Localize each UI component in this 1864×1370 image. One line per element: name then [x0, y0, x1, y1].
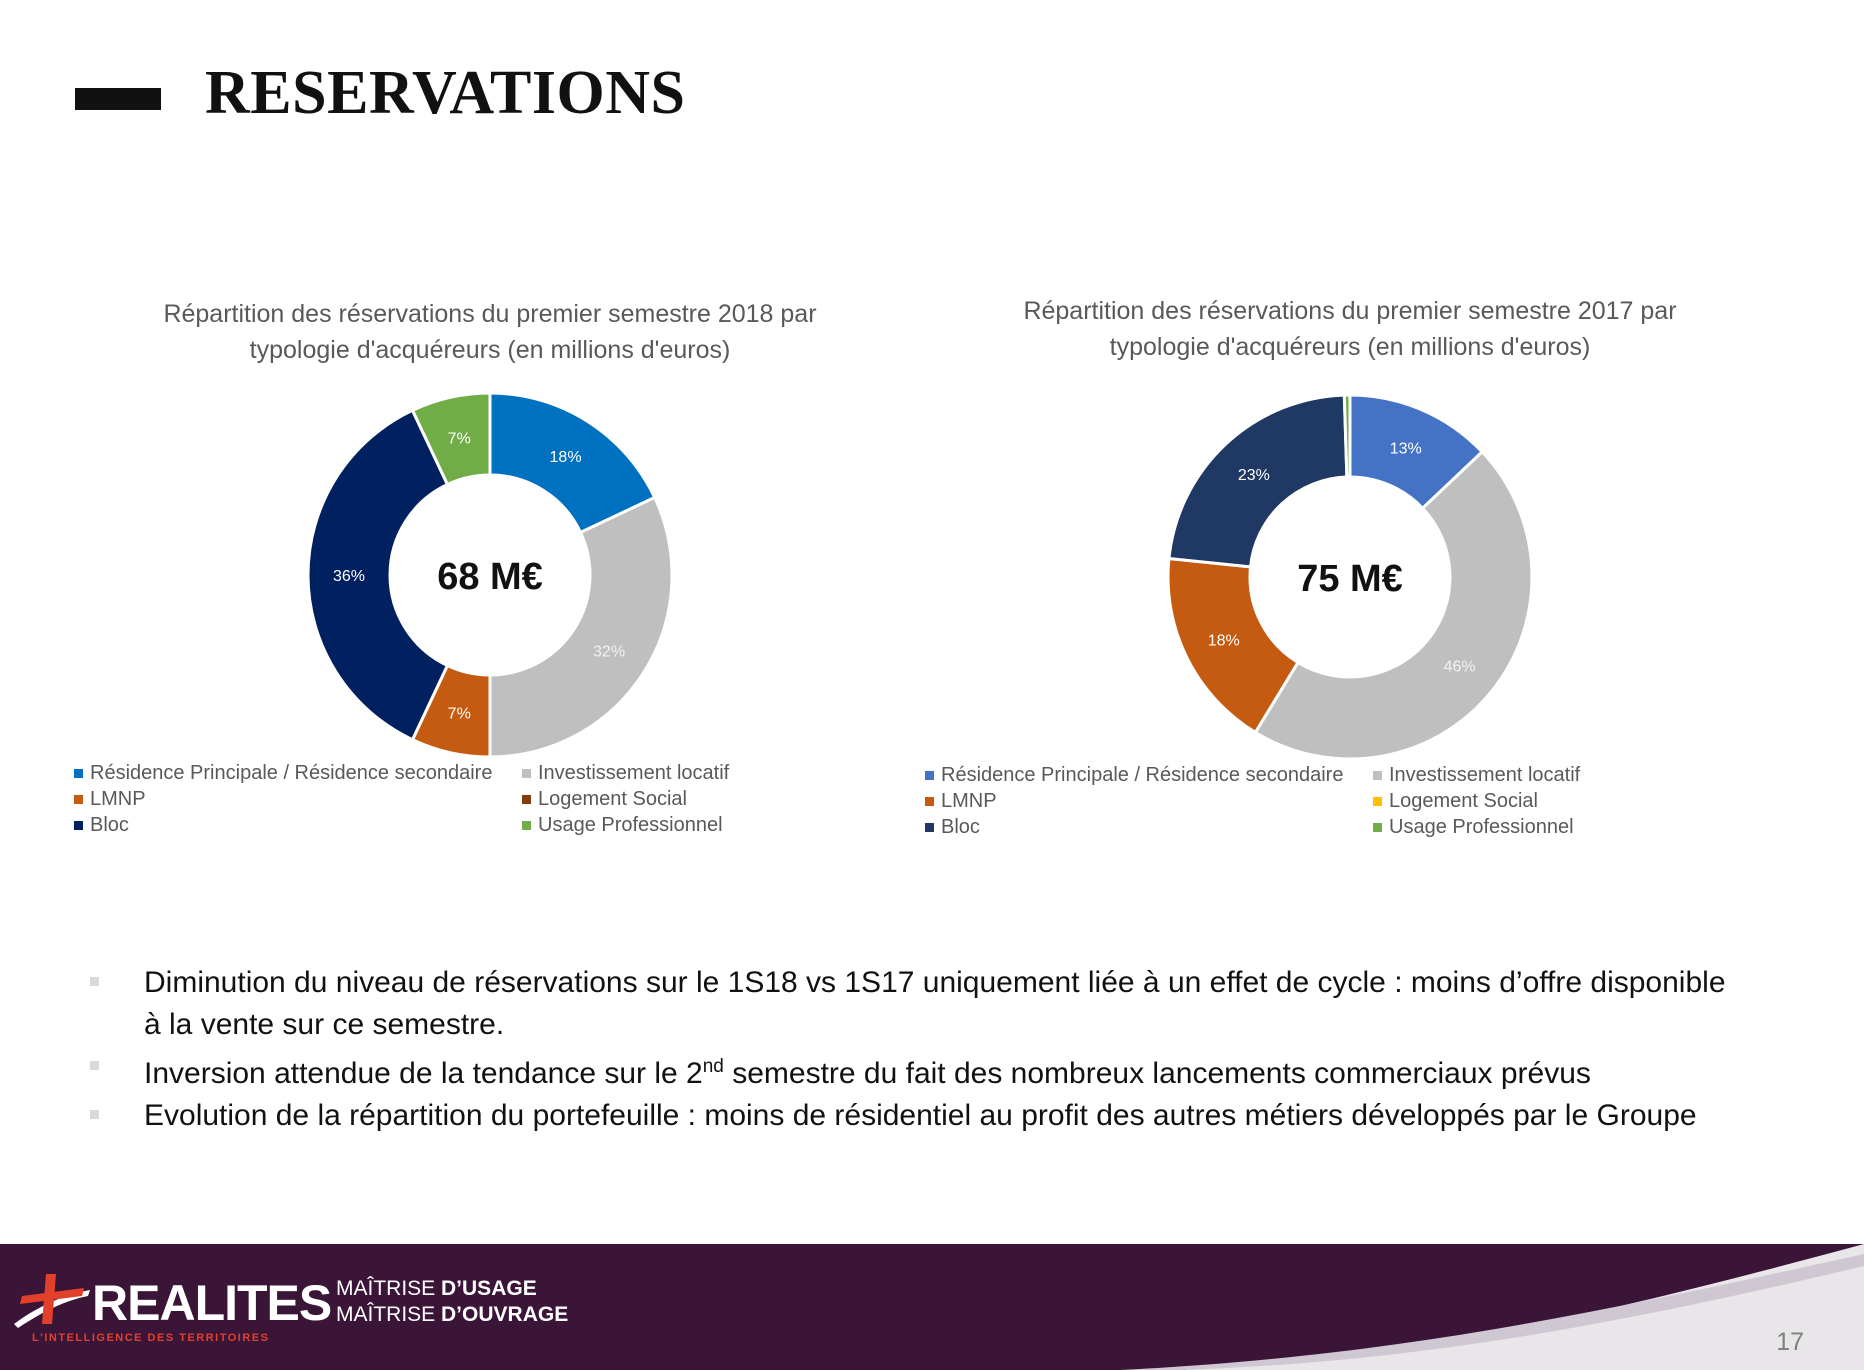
page-number: 17 [1776, 1328, 1804, 1356]
donut-slice-bloc [308, 410, 447, 739]
legend-item [74, 786, 522, 812]
footer-tagline-2-bold: D’OUVRAGE [441, 1303, 569, 1326]
legend-swatch [522, 821, 531, 830]
legend-swatch [522, 769, 531, 778]
slice-data-label: 36% [332, 568, 366, 585]
footer-band [0, 1244, 1864, 1370]
legend-item [522, 760, 782, 786]
legend-item [1373, 814, 1633, 840]
slice-data-label: 7% [447, 430, 471, 448]
donut-slice-investissement-locatif [490, 498, 672, 757]
chart-2018-title [110, 296, 870, 368]
legend-label: Logement Social [1389, 790, 1538, 812]
legend-label: Logement Social [538, 788, 687, 810]
legend-label: Bloc [90, 814, 129, 836]
chart-2018-title-line-2: typologie d'acquéreurs (en millions d'euros) [249, 336, 731, 364]
legend-swatch [925, 797, 934, 806]
legend-item [522, 812, 782, 838]
donut-center-total: 68 M€ [437, 556, 543, 598]
legend-swatch [522, 795, 531, 804]
legend-label: LMNP [941, 790, 997, 812]
footer-tagline-1-light: MAÎTRISE [336, 1277, 442, 1300]
commentary-text-2-post: semestre du fait des nombreux lancements commerciaux prévus [723, 1057, 1591, 1090]
donut-slice-usage-professionnel [1344, 395, 1350, 477]
commentary-text-2-sup: nd [702, 1056, 724, 1077]
slice-data-label: 32% [593, 643, 626, 661]
slice-data-label: 18% [549, 448, 582, 466]
commentary-text-3: Evolution de la répartition du portefeuille : moins de résidentiel au profit des autres métiers développés par le Groupe [144, 1099, 1697, 1132]
legend-label: LMNP [90, 788, 146, 810]
slice-data-label: 13% [1389, 440, 1422, 458]
legend-item [1373, 788, 1633, 814]
legend-swatch [925, 771, 934, 780]
footer-tagline-1 [336, 1276, 537, 1302]
commentary-text-1: Diminution du niveau de réservations sur le 1S18 vs 1S17 uniquement liée à un effet de cycle : moins d’offre disponible à la vente sur ce semestre. [144, 966, 1726, 1041]
legend-swatch [1373, 771, 1382, 780]
legend-item [522, 786, 782, 812]
legend-item [925, 788, 1373, 814]
chart-2018-legend [74, 760, 782, 838]
donut-center-total: 75 M€ [1297, 558, 1403, 600]
legend-label: Usage Professionnel [1389, 816, 1574, 838]
commentary-text-2-pre: Inversion attendue de la tendance sur le 2 [144, 1057, 703, 1090]
slice-data-label: 18% [1207, 632, 1240, 650]
legend-swatch [925, 823, 934, 832]
chart-2017-legend [925, 762, 1633, 840]
legend-label: Résidence Principale / Résidence secondaire [90, 762, 493, 784]
legend-label: Bloc [941, 816, 980, 838]
legend-item [74, 760, 522, 786]
legend-item [925, 814, 1373, 840]
donut-chart-2018 [300, 385, 680, 765]
footer-tagline-2-light: MAÎTRISE [336, 1303, 442, 1326]
legend-swatch [74, 795, 83, 804]
legend-swatch [1373, 823, 1382, 832]
donut-chart-2017 [1160, 387, 1540, 767]
title-accent-bar [75, 88, 161, 110]
commentary-list [90, 962, 1730, 1137]
bullet-marker [90, 977, 99, 986]
legend-item [74, 812, 522, 838]
donut-slice-investissement-locatif [1255, 452, 1532, 759]
brand-logo-text: REALITES [92, 1275, 332, 1331]
realites-logo-icon [8, 1266, 98, 1336]
legend-label: Investissement locatif [538, 762, 730, 784]
bullet-marker [90, 1110, 99, 1119]
legend-swatch [74, 821, 83, 830]
legend-item [925, 762, 1373, 788]
footer-tagline-2 [336, 1302, 568, 1328]
chart-2018-title-line-1: Répartition des réservations du premier semestre 2018 par [163, 300, 817, 328]
legend-label: Investissement locatif [1389, 764, 1581, 786]
slice-data-label: 23% [1237, 466, 1270, 484]
footer-tagline-1-bold: D’USAGE [441, 1277, 537, 1300]
legend-label: Usage Professionnel [538, 814, 723, 836]
page-title: RESERVATIONS [205, 59, 686, 127]
commentary-item-2 [90, 1046, 1730, 1095]
legend-item [1373, 762, 1633, 788]
legend-label: Résidence Principale / Résidence secondaire [941, 764, 1344, 786]
brand-logo-tagline: L'INTELLIGENCE DES TERRITOIRES [32, 1332, 270, 1344]
slice-data-label: 46% [1443, 658, 1476, 676]
legend-swatch [74, 769, 83, 778]
commentary-item-1 [90, 962, 1730, 1046]
slice-data-label: 7% [447, 705, 471, 723]
legend-swatch [1373, 797, 1382, 806]
chart-2017-title-line-2: typologie d'acquéreurs (en millions d'euros) [1109, 333, 1591, 361]
commentary-item-3 [90, 1095, 1730, 1137]
chart-2017-title-line-1: Répartition des réservations du premier semestre 2017 par [1023, 297, 1677, 325]
chart-2017-title [970, 293, 1730, 365]
bullet-marker [90, 1061, 99, 1070]
